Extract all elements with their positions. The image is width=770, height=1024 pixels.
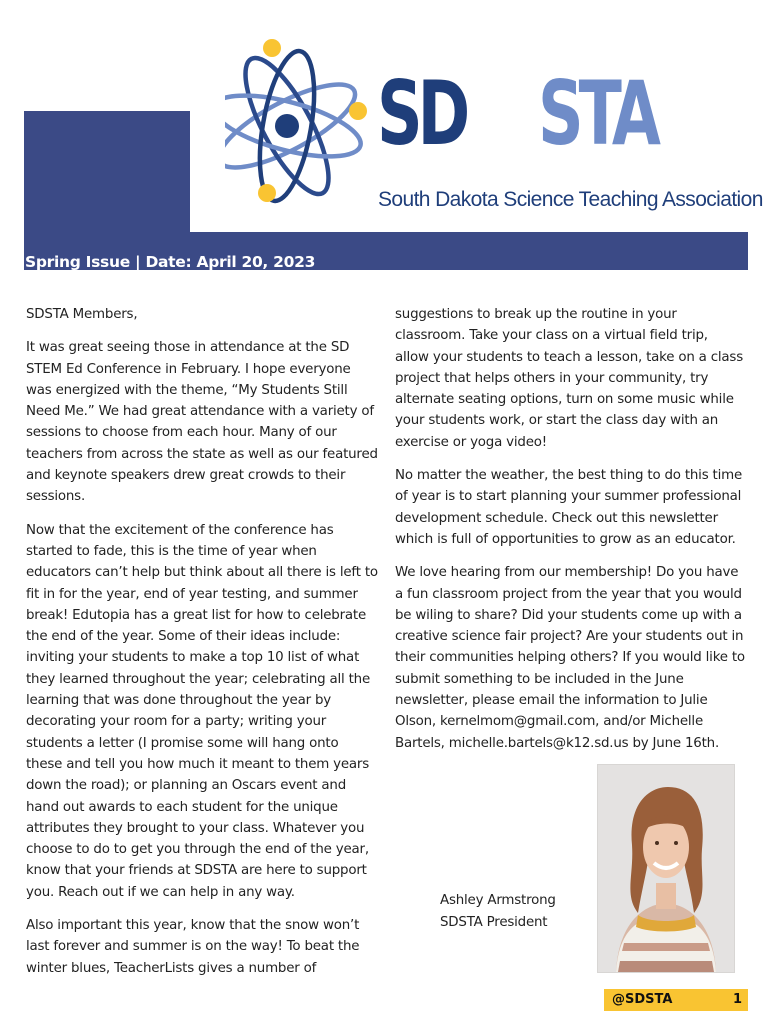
paragraph: SDSTA Members, [26, 307, 138, 322]
paragraph: We love hearing from our membership! Do you have a fun classroom project from the year that you would be wiling to share? Did your students come up with a creative science fair project? Are your students out in their communities helping others? If you would like to submit something to be included in the June newsletter, please email the information to Julie Olson, kernelmom@gmail.com, and/or Michelle Bartels, michelle.bartels@k12.sd.us by June 16th. [395, 565, 745, 751]
right-column [395, 304, 745, 766]
logo-subtitle: South Dakota Science Teaching Association [378, 188, 763, 211]
paragraph: It was great seeing those in attendance at the SD STEM Ed Conference in February. I hope everyone was energized with the theme, “My Students Still Need Me.” We had great attendance with a variety of sessions to choose from each hour. Many of our teachers from across the state as well as our featured and keynote speakers drew great crowds to their sessions. [26, 340, 378, 505]
left-column [26, 304, 378, 991]
paragraph: Also important this year, know that the snow won’t last forever and summer is on the way! To beat the winter blues, TeacherLists gives a number of [26, 918, 360, 976]
paragraph: Now that the excitement of the conference has started to fade, this is the time of year when educators can’t help but think about all there is left to fit in for the year, end of year testing, and summer break! Edutopia has a great list for how to celebrate the end of the year. Some of their ideas include: inviting your students to make a top 10 list of what they learned throughout the year; celebrating all the learning that was done throughout the year by decorating your room for a party; writing your students a letter (I promise some will hang onto these and tell you how much it meant to them years down the road); or planning an Oscars event and hand out awards to each student for the unique attributes they brought to your class. Whatever you choose to do to get you through the end of the year, know that your friends at SDSTA are here to support you. Reach out if we can help in any way. [26, 522, 378, 900]
header-left-block [24, 111, 190, 235]
president-photo [597, 764, 735, 973]
signature-title: SDSTA President [440, 915, 548, 930]
issue-date-line: Spring Issue | Date: April 20, 2023 [25, 253, 316, 271]
atom-logo-icon [225, 38, 385, 218]
page-number: 1 [733, 992, 743, 1007]
footer-handle: @SDSTA [612, 992, 673, 1007]
portrait-image-icon [598, 765, 734, 972]
paragraph: No matter the weather, the best thing to do this time of year is to start planning your summer professional development schedule. Check out this newsletter which is full of opportunities to grow as an educator. [395, 468, 742, 547]
logo-text-sd: SD [377, 62, 466, 165]
paragraph: suggestions to break up the routine in your classroom. Take your class on a virtual field trip, allow your students to teach a lesson, take on a class project that helps others in your community, try alternate seating options, turn on some music while your students work, or start the class day with an exercise or yoga video! [395, 307, 743, 450]
signature-name: Ashley Armstrong [440, 893, 556, 908]
logo-text-sta: STA [538, 62, 656, 165]
signature-block [440, 890, 556, 934]
